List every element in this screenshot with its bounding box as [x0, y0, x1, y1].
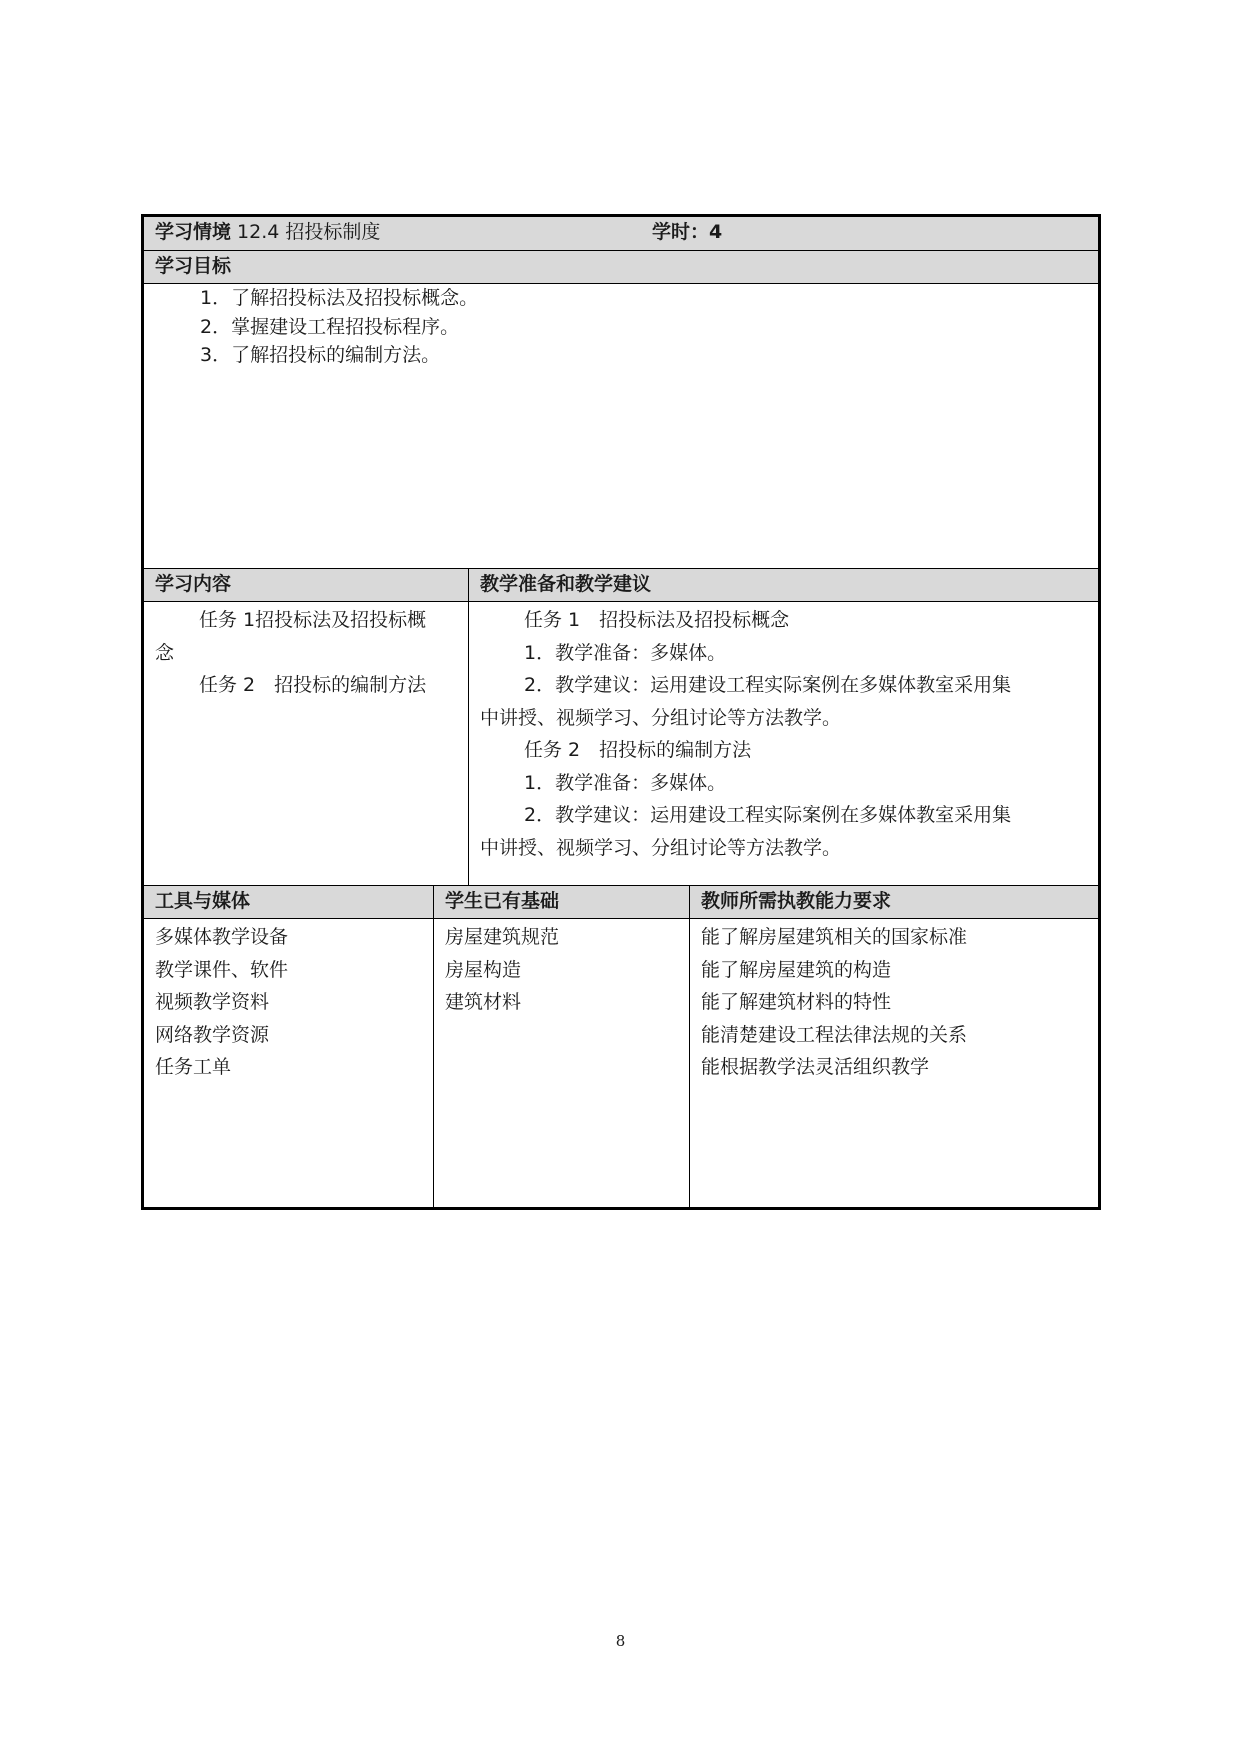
learning-content-line: 任务 2 招投标的编制方法	[199, 674, 427, 696]
learning-content-line: 任务 1招投标法及招投标概	[199, 609, 427, 631]
content-heading-row	[144, 568, 1098, 601]
resources-heading-row	[144, 885, 1098, 918]
objective-item: 2．掌握建设工程招投标程序。	[200, 315, 460, 338]
student-foundation-item: 房屋建筑规范	[445, 926, 560, 948]
teacher-ability-item: 能了解房屋建筑相关的国家标准	[701, 926, 968, 948]
tools-media-item: 网络教学资源	[155, 1023, 270, 1046]
situation-number: 12.4	[231, 221, 286, 243]
situation-title	[155, 217, 652, 250]
title-row	[144, 217, 1098, 250]
objectives-heading-row	[144, 250, 1098, 283]
tools-media-item: 视频教学资料	[155, 991, 270, 1013]
hours-info	[652, 217, 722, 250]
learning-content-line: 念	[155, 641, 175, 664]
teacher-ability-item: 能清楚建设工程法律法规的关系	[701, 1023, 968, 1046]
teacher-ability-item: 能了解房屋建筑的构造	[701, 958, 892, 981]
resources-body-row	[144, 918, 1098, 1207]
content-body-row	[144, 601, 1098, 885]
student-foundation-list	[434, 919, 690, 1207]
situation-label: 学习情境	[155, 221, 232, 243]
lesson-plan-table	[141, 214, 1101, 1210]
teaching-prep-line: 中讲授、视频学习、分组讨论等方法教学。	[480, 836, 842, 859]
student-foundation-item: 房屋构造	[445, 958, 522, 981]
tools-media-item: 多媒体教学设备	[155, 926, 289, 948]
teaching-prep-cell	[469, 602, 1098, 885]
hours-label: 学时：	[652, 221, 710, 243]
teacher-ability-list	[690, 919, 1098, 1207]
teaching-prep-line: 中讲授、视频学习、分组讨论等方法教学。	[480, 706, 842, 729]
hours-value: 4	[709, 221, 723, 243]
tools-media-list	[144, 919, 434, 1207]
teaching-prep-line: 2．教学建议：运用建设工程实际案例在多媒体教室采用集	[524, 804, 1012, 826]
teaching-prep-line: 2．教学建议：运用建设工程实际案例在多媒体教室采用集	[524, 674, 1012, 696]
objectives-list	[144, 284, 489, 568]
teaching-prep-heading: 教学准备和教学建议	[480, 573, 652, 595]
learning-content-heading: 学习内容	[144, 569, 469, 601]
teaching-prep-line: 任务 1 招投标法及招投标概念	[524, 609, 790, 631]
teaching-prep-line: 1．教学准备：多媒体。	[524, 641, 727, 664]
teacher-ability-item: 能了解建筑材料的特性	[701, 991, 892, 1013]
student-foundation-heading: 学生已有基础	[434, 886, 690, 918]
objective-item: 1．了解招投标法及招投标概念。	[200, 287, 479, 309]
objectives-heading: 学习目标	[155, 255, 232, 277]
learning-content-cell	[144, 602, 469, 885]
situation-name: 招投标制度	[285, 221, 381, 243]
teaching-prep-line: 任务 2 招投标的编制方法	[524, 739, 752, 761]
tools-media-item: 教学课件、软件	[155, 958, 289, 981]
tools-media-heading: 工具与媒体	[144, 886, 434, 918]
objectives-body-row	[144, 283, 1098, 568]
teacher-ability-heading: 教师所需执教能力要求	[701, 890, 892, 912]
teaching-prep-line: 1．教学准备：多媒体。	[524, 771, 727, 794]
page-number: 8	[615, 1632, 626, 1650]
teacher-ability-item: 能根据教学法灵活组织教学	[701, 1056, 930, 1078]
student-foundation-item: 建筑材料	[445, 991, 522, 1013]
objective-item: 3．了解招投标的编制方法。	[200, 344, 441, 366]
tools-media-item: 任务工单	[155, 1056, 232, 1078]
